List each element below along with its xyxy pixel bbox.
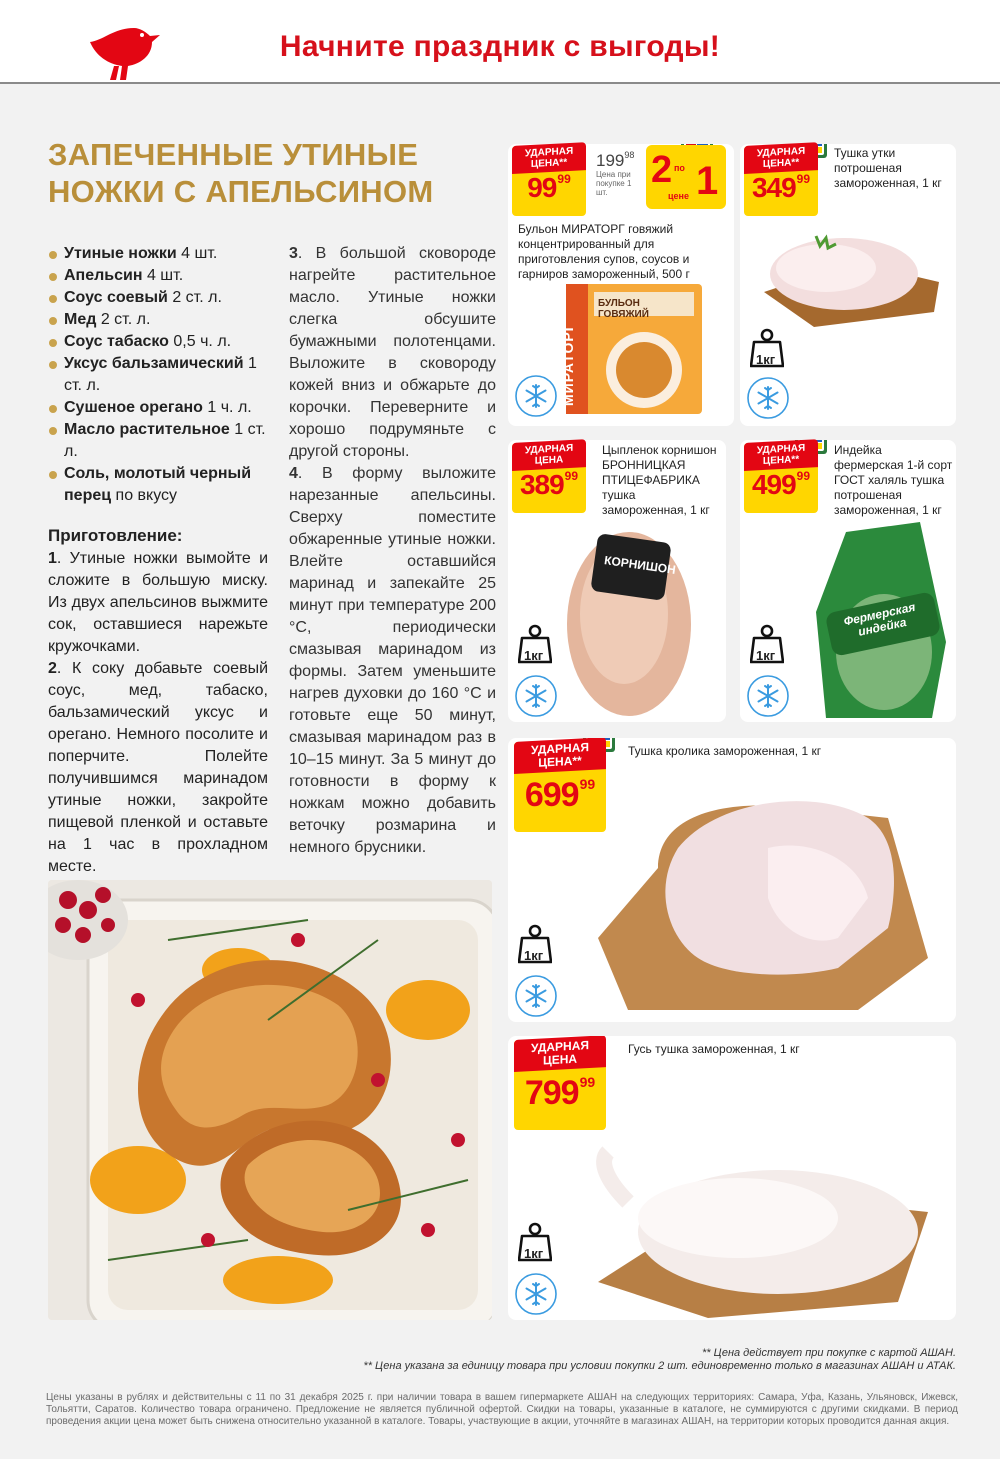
bullet-icon xyxy=(49,339,57,347)
step-text: . В большой сковороде нагрейте растительное масло. Утиные ножки слегка обсушите бумажными полотенцами. Выложите в сковороду кожей вниз и обжарьте до корочки. Переверните и хорошо подрумяньте с другой стороны. xyxy=(289,245,496,460)
duck-carcass-image xyxy=(754,222,944,332)
ingredient-item xyxy=(48,331,273,353)
recipe-title xyxy=(48,136,488,210)
ingredient-item xyxy=(48,287,273,309)
price-value xyxy=(514,776,606,815)
step-number: 2 xyxy=(48,660,57,677)
ingredient-name: Соус соевый xyxy=(64,289,168,306)
price-rubles: 349 xyxy=(751,172,796,203)
weight-label: 1кг xyxy=(756,352,776,367)
bullet-icon xyxy=(49,361,57,369)
bullet-icon xyxy=(49,427,57,435)
step-number: 4 xyxy=(289,465,298,482)
ingredient-qty: 1 ст. л. xyxy=(64,421,266,460)
ingredient-item xyxy=(48,243,273,265)
bullet-icon xyxy=(49,273,57,281)
step-paragraph xyxy=(289,243,496,463)
ingredient-name: Соль, молотый черный перец xyxy=(64,465,252,504)
ingredient-name: Масло растительное xyxy=(64,421,230,438)
price-kopecks: 99 xyxy=(579,776,596,792)
goose-carcass-image xyxy=(588,1132,932,1318)
bullet-icon xyxy=(49,295,57,303)
price-badge-label: УДАРНАЯ ЦЕНА xyxy=(514,1036,606,1072)
price-value xyxy=(744,172,818,204)
old-price-kopecks: 98 xyxy=(624,150,635,160)
ingredient-qty: 2 ст. л. xyxy=(96,311,151,328)
price-kopecks: 99 xyxy=(564,469,579,483)
price-value xyxy=(512,172,586,204)
price-badge xyxy=(512,146,586,216)
price-badge-label: УДАРНАЯ ЦЕНА** xyxy=(744,142,818,174)
price-rubles: 699 xyxy=(524,776,579,814)
promo-cene: цене xyxy=(668,191,689,201)
price-badge-label: УДАРНАЯ ЦЕНА** xyxy=(744,439,818,471)
price-kopecks: 99 xyxy=(557,172,571,186)
ingredient-name: Апельсин xyxy=(64,267,143,284)
turkey-pack-label: Фермерская индейка xyxy=(842,599,917,639)
price-badge xyxy=(744,146,818,216)
step-paragraph xyxy=(289,463,496,859)
rabbit-carcass-image xyxy=(598,778,938,1010)
ingredient-qty: 4 шт. xyxy=(142,267,184,284)
preparation-column-1 xyxy=(48,548,268,878)
price-footnotes xyxy=(363,1347,956,1373)
auchan-bird-logo xyxy=(86,22,162,82)
price-badge xyxy=(514,1040,606,1130)
product-name: Цыпленок корнишон БРОННИЦКАЯ ПТИЦЕФАБРИКА тушка замороженная, 1 кг xyxy=(602,443,717,517)
ingredient-qty: 2 ст. л. xyxy=(167,289,222,306)
product-name: Бульон МИРАТОРГ говяжий концентрированный для приготовления супов, соусов и гарниров замороженный, 500 г xyxy=(518,222,690,281)
promo-po: по xyxy=(674,163,685,173)
bullet-icon xyxy=(49,405,57,413)
bullet-icon xyxy=(49,317,57,325)
ingredient-qty: 0,5 ч. л. xyxy=(168,333,232,350)
price-rubles: 799 xyxy=(524,1074,579,1112)
weight-label: 1кг xyxy=(756,648,776,663)
ingredient-name: Утиные ножки xyxy=(64,245,177,262)
ingredient-name: Соус табаско xyxy=(64,333,169,350)
footnote-two-items: ** Цена указана за единицу товара при условии покупки 2 шт. единовременно только в магазинах АШАН и АТАК. xyxy=(363,1360,956,1372)
ingredient-item xyxy=(48,309,273,331)
weight-label: 1кг xyxy=(524,1246,544,1261)
ingredient-name: Сушеное орегано xyxy=(64,399,203,416)
price-value xyxy=(514,1074,606,1113)
frozen-product-icon xyxy=(746,376,790,420)
price-rubles: 99 xyxy=(527,172,557,203)
product-card-rabbit[interactable] xyxy=(508,738,956,1022)
cornish-chicken-image xyxy=(564,514,694,720)
ingredient-item xyxy=(48,353,273,397)
ingredient-item xyxy=(48,419,273,463)
price-kopecks: 99 xyxy=(579,1074,596,1090)
bullet-icon xyxy=(49,471,57,479)
frozen-product-icon xyxy=(514,674,558,718)
ingredient-name: Уксус бальзамический xyxy=(64,355,244,372)
ingredient-qty: 4 шт. xyxy=(176,245,218,262)
old-price-note: Цена при покупке 1 шт. xyxy=(596,170,632,197)
price-badge xyxy=(514,742,606,832)
price-badge-label: УДАРНАЯ ЦЕНА** xyxy=(514,738,606,774)
promo-count-b: 1 xyxy=(696,159,719,203)
step-text: . К соку добавьте соевый соус, мед, табаско, бальзамический уксус и орегано. Немного посолите и поперчите. Полейте получившимся маринадом утиные ножки, закройте пищевой пленкой и оставьте на 1 час в прохладном месте. xyxy=(48,660,268,875)
two-for-one-promo-badge xyxy=(646,145,726,209)
ingredients-list xyxy=(48,243,273,507)
frozen-product-icon xyxy=(514,974,558,1018)
footnote-card: ** Цена действует при покупке с картой АШАН. xyxy=(701,1347,956,1359)
bullet-icon xyxy=(49,251,57,259)
price-rubles: 389 xyxy=(519,469,564,500)
price-rubles: 499 xyxy=(751,469,796,500)
price-badge-label: УДАРНАЯ ЦЕНА xyxy=(512,439,586,471)
ingredient-qty: 1 ст. л. xyxy=(64,355,257,394)
product-card-goose[interactable] xyxy=(508,1036,956,1320)
step-text: . Утиные ножки вымойте и сложите в большую миску. Из двух апельсинов выжмите сок, оставшиеся нарежьте кружочками. xyxy=(48,550,268,655)
page-header xyxy=(0,0,1000,84)
step-paragraph xyxy=(48,658,268,878)
weight-label: 1кг xyxy=(524,948,544,963)
bouillon-pack-brand: МИРАТОРГ xyxy=(560,322,576,406)
step-number: 1 xyxy=(48,550,57,567)
ingredient-qty: по вкусу xyxy=(111,487,178,504)
ingredient-item xyxy=(48,397,273,419)
price-badge xyxy=(744,443,818,513)
ingredient-qty: 1 ч. л. xyxy=(202,399,252,416)
cornish-pack-label: КОРНИШОН xyxy=(603,553,677,577)
bouillon-pack-label: БУЛЬОН ГОВЯЖИЙ xyxy=(598,298,649,320)
old-price-rubles: 199 xyxy=(596,151,625,170)
price-badge xyxy=(512,443,586,513)
promo-count-a: 2 xyxy=(651,149,673,191)
product-name: Индейка фермерская 1-й сорт ГОСТ халяль тушка потрошеная замороженная, 1 кг xyxy=(834,443,953,517)
step-text: . В форму выложите нарезанные апельсины. Сверху поместите обжаренные утиные ножки. Влейте оставшийся маринад и запекайте 25 минут при температуре 200 °C, периодически смазывая маринадом из формы. Затем уменьшите нагрев духовки до 160 °C и готовьте еще 50 минут, смазывая маринадом раз в 10–15 минут. За 5 минут до готовности в форму к ножкам можно добавить веточку розмарина и немного брусники. xyxy=(289,465,496,856)
product-name: Тушка утки потрошеная замороженная, 1 кг xyxy=(834,146,942,190)
ingredient-item xyxy=(48,463,273,507)
price-badge-label: УДАРНАЯ ЦЕНА** xyxy=(512,142,586,174)
recipe-title-line1: ЗАПЕЧЕННЫЕ УТИНЫЕ xyxy=(48,137,419,172)
dish-photo xyxy=(48,880,492,1320)
price-value xyxy=(744,469,818,501)
ingredient-name: Мед xyxy=(64,311,97,328)
page-title: Начните праздник с выгоды! xyxy=(279,30,721,63)
frozen-product-icon xyxy=(514,374,558,418)
frozen-product-icon xyxy=(746,674,790,718)
step-paragraph xyxy=(48,548,268,658)
old-price xyxy=(596,150,634,171)
product-name: Тушка кролика замороженная, 1 кг xyxy=(628,744,822,758)
price-kopecks: 99 xyxy=(796,172,811,186)
recipe-title-line2: НОЖКИ С АПЕЛЬСИНОМ xyxy=(48,174,434,209)
product-name: Гусь тушка замороженная, 1 кг xyxy=(628,1042,800,1056)
step-number: 3 xyxy=(289,245,298,262)
preparation-heading: Приготовление: xyxy=(48,526,183,545)
preparation-column-2 xyxy=(289,243,496,859)
frozen-product-icon xyxy=(514,1272,558,1316)
price-value xyxy=(512,469,586,501)
price-kopecks: 99 xyxy=(796,469,811,483)
weight-label: 1кг xyxy=(524,648,544,663)
roasted-duck-legs-image xyxy=(48,880,492,1320)
legal-disclaimer: Цены указаны в рублях и действительны с 11 по 31 декабря 2025 г. при наличии товара в вашем гипермаркете АШАН на следующих территориях: Самара, Уфа, Казань, Ульяновск, Ижевск, Тольятти, Саратов. Количество товара ограничено. Предложение не является публичной офертой. Скидки на товары, указанные в каталоге, не суммируются с другими скидками. В период проведения акции цена может быть снижена относительно указанной в каталоге. Товары, участвующие в акции, уточняйте в магазинах АШАН, на территории которых проводится данная акция. xyxy=(46,1392,958,1427)
ingredient-item xyxy=(48,265,273,287)
